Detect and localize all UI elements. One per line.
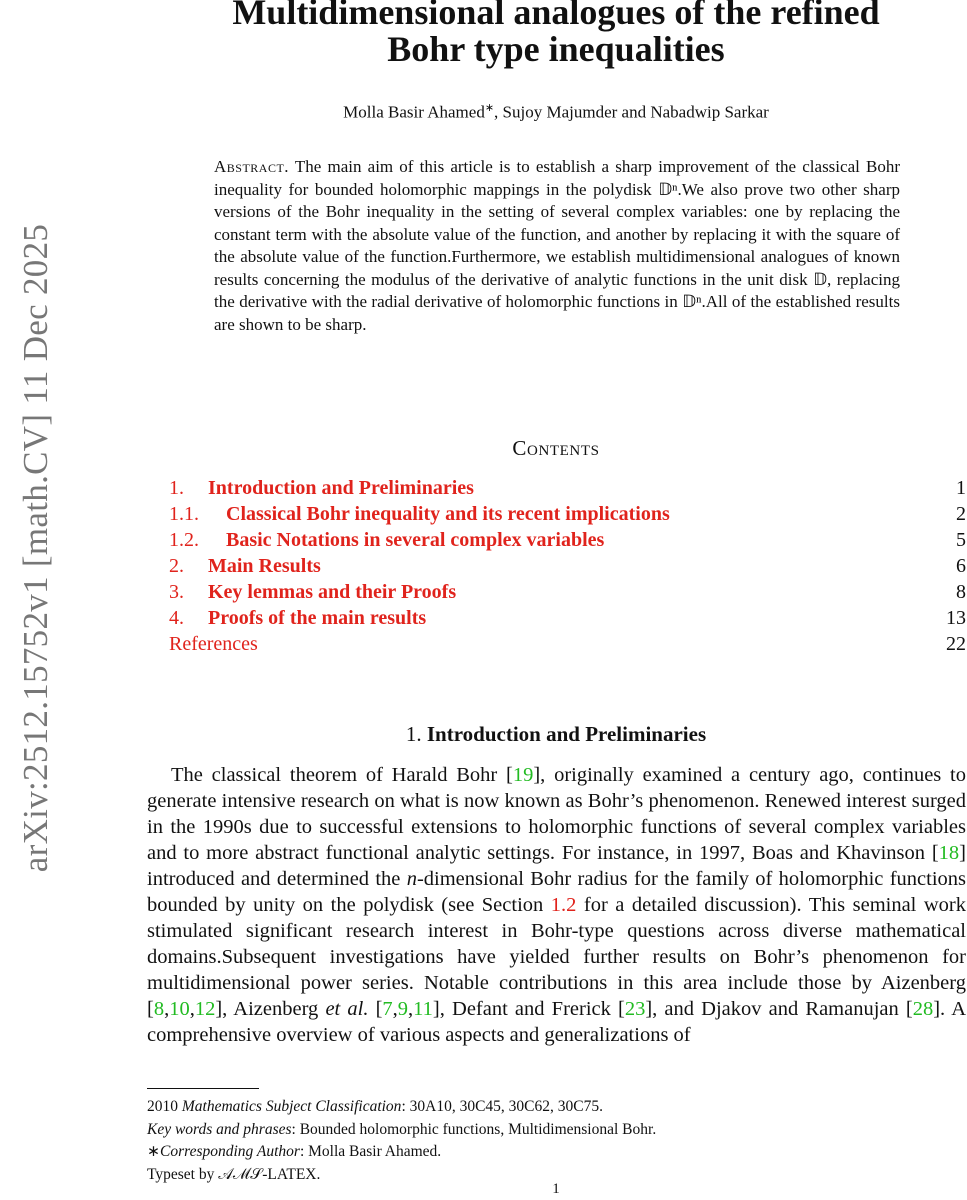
- footnote-typeset: Typeset by 𝒜ℳ𝒮-LATEX.: [147, 1165, 321, 1183]
- section-link[interactable]: 1.2: [550, 894, 577, 916]
- math-n: n: [406, 868, 417, 890]
- authors-rest: , Sujoy Majumder and Nabadwip Sarkar: [494, 102, 769, 122]
- toc-number: 2.: [169, 555, 184, 577]
- intro-paragraph: The classical theorem of Harald Bohr [19], originally examined a century ago, continues to generate intensive research on what is now known as Bohr’s phenomenon. Renewed interest surged in the 1990s due to successful extensions to holomorphic functions of several complex variables and to more abstract functional analytic settings. For instance, in 1997, Boas and Khavinson [18] introduced and determined the n-dimensional Bohr radius for the family of holomorphic functions bounded by unity on the polydisk (see Section 1.2 for a detailed discussion). This seminal work stimulated significant research interest in Bohr-type questions across diverse mathematical domains.Subsequent investigations have yielded further results on Bohr’s phenomenon for multidimensional power series. Notable contributions in this area include those by Aizenberg [8,10,12], Aizenberg et al. [7,9,11], Defant and Frerick [23], and Djakov and Ramanujan [28]. A comprehensive overview of various aspects and generalizations of: [147, 764, 966, 1046]
- toc-number: 1.2.: [169, 529, 199, 551]
- citation-link[interactable]: 8: [153, 998, 165, 1020]
- title-line-2: Bohr type inequalities: [387, 29, 725, 69]
- footnotes: [147, 1096, 966, 1186]
- toc-item-main-results[interactable]: [169, 553, 966, 579]
- section-number: 1.: [405, 722, 422, 746]
- toc-title[interactable]: Classical Bohr inequality and its recent implications: [226, 503, 670, 525]
- author-list: [146, 101, 966, 123]
- corresponding-mark: ∗: [484, 102, 495, 114]
- et-al: et al.: [325, 998, 369, 1020]
- toc-page: 22: [946, 633, 966, 655]
- toc-item-proofs[interactable]: [169, 605, 966, 631]
- toc-item-references[interactable]: [169, 631, 966, 657]
- toc-page: 13: [946, 607, 966, 629]
- author-1: Molla Basir Ahamed: [343, 102, 485, 122]
- toc-number: 4.: [169, 607, 184, 629]
- toc-item-classical-bohr[interactable]: [169, 501, 966, 527]
- toc-item-key-lemmas[interactable]: [169, 579, 966, 605]
- toc-title[interactable]: References: [169, 633, 258, 655]
- citation-link[interactable]: 12: [194, 998, 216, 1020]
- toc-page: 1: [956, 477, 966, 499]
- toc-title[interactable]: Introduction and Preliminaries: [208, 477, 474, 499]
- page-number: 1: [552, 1181, 560, 1197]
- toc-number: 1.1.: [169, 503, 199, 525]
- citation-link[interactable]: 19: [512, 764, 534, 786]
- toc-number: 3.: [169, 581, 184, 603]
- citation-link[interactable]: 11: [413, 998, 433, 1020]
- section-heading: [146, 722, 966, 747]
- contents-heading: Contents: [512, 436, 600, 460]
- abstract-label: Abstract.: [214, 157, 290, 176]
- toc-title[interactable]: Basic Notations in several complex variables: [226, 529, 605, 551]
- toc-item-basic-notations[interactable]: [169, 527, 966, 553]
- citation-link[interactable]: 23: [624, 998, 646, 1020]
- footnote-msc: 2010 Mathematics Subject Classification: 30A10, 30C45, 30C62, 30C75.: [147, 1098, 603, 1115]
- toc-item-introduction[interactable]: [169, 475, 966, 501]
- abstract: [214, 156, 900, 336]
- table-of-contents: [169, 475, 966, 657]
- citation-link[interactable]: 18: [938, 842, 960, 864]
- citation-link[interactable]: 10: [169, 998, 190, 1020]
- citation-link[interactable]: 28: [912, 998, 934, 1020]
- toc-page: 8: [956, 581, 966, 603]
- abstract-text: The main aim of this article is to establish a sharp improvement of the classical Bohr inequality for bounded holomorphic mappings in the polydisk 𝔻ⁿ.We also prove two other sharp versions of the Bohr inequality in the setting of several complex variables: one by replacing the constant term with the absolute value of the function, and another by replacing it with the square of the absolute value of the function.Furthermore, we establish multidimensional analogues of known results concerning the modulus of the derivative of analytic functions in the unit disk 𝔻, replacing the derivative with the radial derivative of holomorphic functions in 𝔻ⁿ.All of the established results are shown to be sharp.: [214, 157, 900, 334]
- citation-link[interactable]: 9: [397, 998, 409, 1020]
- footnote-rule: [147, 1088, 259, 1089]
- footnote-keywords: Key words and phrases: Bounded holomorphic functions, Multidimensional Bohr.: [147, 1120, 657, 1138]
- paper-title: [146, 0, 966, 68]
- toc-title[interactable]: Main Results: [208, 555, 321, 577]
- arxiv-identifier: arXiv:2512.15752v1 [math.CV] 11 Dec 2025: [16, 223, 55, 873]
- toc-number: 1.: [169, 477, 184, 499]
- toc-title[interactable]: Proofs of the main results: [208, 607, 427, 629]
- title-line-1: Multidimensional analogues of the refined: [232, 0, 880, 32]
- section-title: Introduction and Preliminaries: [426, 722, 707, 746]
- footnote-corresponding: ∗Corresponding Author: Molla Basir Ahamed.: [147, 1143, 442, 1160]
- toc-title[interactable]: Key lemmas and their Proofs: [208, 581, 457, 603]
- arxiv-sidebar: [0, 0, 62, 1200]
- toc-page: 5: [956, 529, 966, 551]
- toc-page: 6: [956, 555, 966, 577]
- introduction-body: [147, 762, 966, 1048]
- citation-link[interactable]: 7: [382, 998, 393, 1020]
- toc-page: 2: [956, 503, 966, 525]
